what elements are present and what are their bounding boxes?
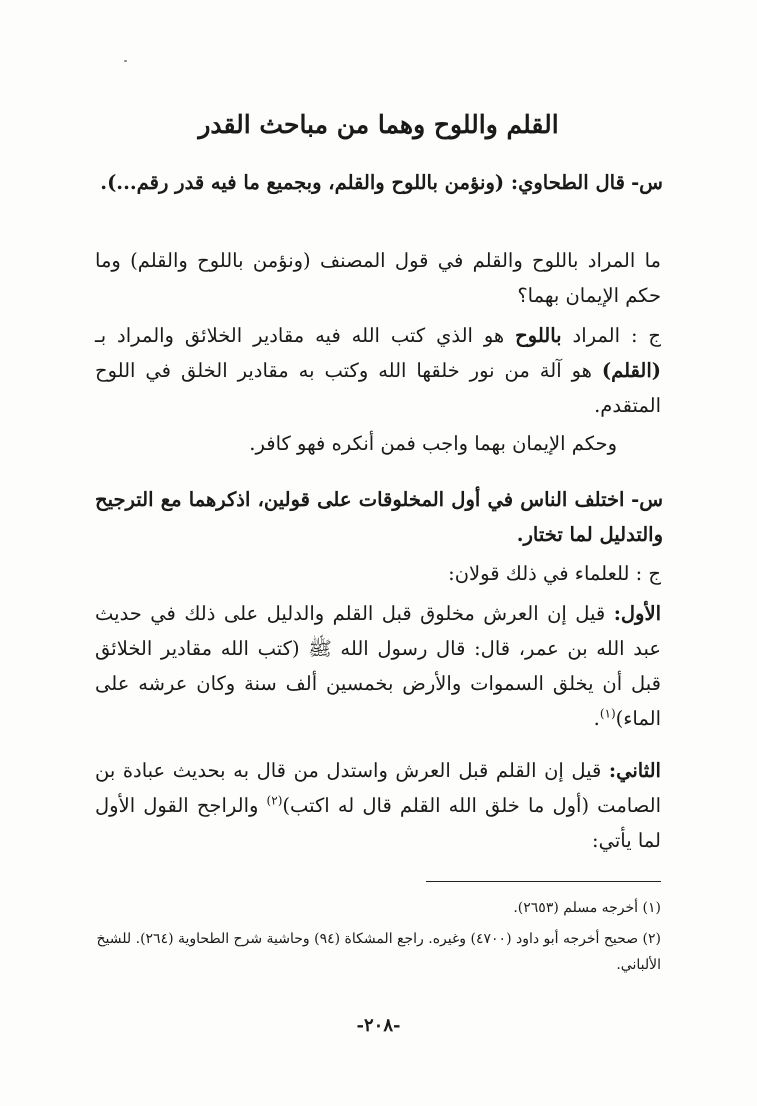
answer-2 <box>95 556 661 591</box>
question-1-label: س- <box>631 171 663 194</box>
opinion-second-label: الثاني: <box>608 759 661 782</box>
opinion-first-text: قيل إن العرش مخلوق قبل القلم والدليل على ذلك في حديث عبد الله بن عمر، قال: قال رسول الله ﷺ (كتب الله مقادير الخلائق قبل أن يخلق السموات والأرض بخمسين ألف سنة وكان عرشه على الماء) <box>95 602 661 730</box>
footnote-2-text: صحيح أخرجه أبو داود (٤٧٠٠) وغيره. راجع المشكاة (٩٤) وحاشية شرح الطحاوية (٢٦٤). للشيخ الألباني. <box>96 931 661 973</box>
term-qalam: (القلم) <box>601 359 661 382</box>
footnote-separator <box>426 881 661 882</box>
footnote-1 <box>95 895 661 921</box>
term-lawh: باللوح <box>515 324 562 347</box>
footnote-1-text: أخرجه مسلم (٢٦٥٣). <box>513 900 639 916</box>
footnote-ref-2: (٢) <box>266 793 283 808</box>
answer-1-text-2: هو الذي كتب الله فيه مقادير الخلائق والمراد بـ <box>95 324 505 347</box>
question-2-label: س- <box>631 488 664 511</box>
opinion-second-text-2: والراجح القول الأول لما يأتي: <box>95 794 661 852</box>
answer-1-label: ج : <box>630 324 662 347</box>
opinion-first-label: الأول: <box>613 602 662 625</box>
page-title: القلم واللوح وهما من مباحث القدر <box>198 110 559 139</box>
question-1-clarification: ما المراد باللوح والقلم في قول المصنف (ونؤمن باللوح والقلم) وما حكم الإيمان بهما؟ <box>95 249 661 307</box>
opinion-second <box>95 753 661 858</box>
question-1-text: قال الطحاوي: (ونؤمن باللوح والقلم، وبجميع ما فيه قدر رقم...). <box>100 171 625 194</box>
footnote-2-number: (٢) <box>642 931 661 947</box>
answer-2-label: ج : <box>635 562 661 585</box>
question-2 <box>95 482 663 552</box>
footnote-2 <box>95 926 661 978</box>
answer-1-text-3: هو آلة من نور خلقها الله وكتب به مقادير الخلق في اللوح المتقدم. <box>95 359 661 417</box>
opinion-first: الأول: قيل إن العرش مخلوق قبل القلم والدليل على ذلك في حديث عبد الله بن عمر، قال: قال رسول الله ﷺ (كتب الله مقادير الخلائق قبل أن يخلق السموات والأرض بخمسين ألف سنة وكان عرشه على الماء)$^{(١)}$. <box>95 602 662 730</box>
page-number: -٢٠٨- <box>356 1015 401 1036</box>
footnote-1-number: (١) <box>642 900 661 916</box>
scan-speck <box>124 60 127 62</box>
question-1 <box>95 165 663 200</box>
ruling-line: وحكم الإيمان بهما واجب فمن أنكره فهو كافر. <box>249 432 617 455</box>
answer-1 <box>95 318 661 423</box>
answer-2-text: للعلماء في ذلك قولان: <box>448 562 630 585</box>
answer-1-text-1: المراد <box>572 324 621 347</box>
footnote-ref-1: (١) <box>599 706 616 721</box>
question-2-text: اختلف الناس في أول المخلوقات على قولين، اذكرهما مع الترجيح والتدليل لما تختار. <box>95 488 663 546</box>
opinion-second-text-1: قيل إن القلم قبل العرش واستدل من قال به بحديث عبادة بن الصامت (أول ما خلق الله القلم قال له اكتب) <box>95 759 661 817</box>
